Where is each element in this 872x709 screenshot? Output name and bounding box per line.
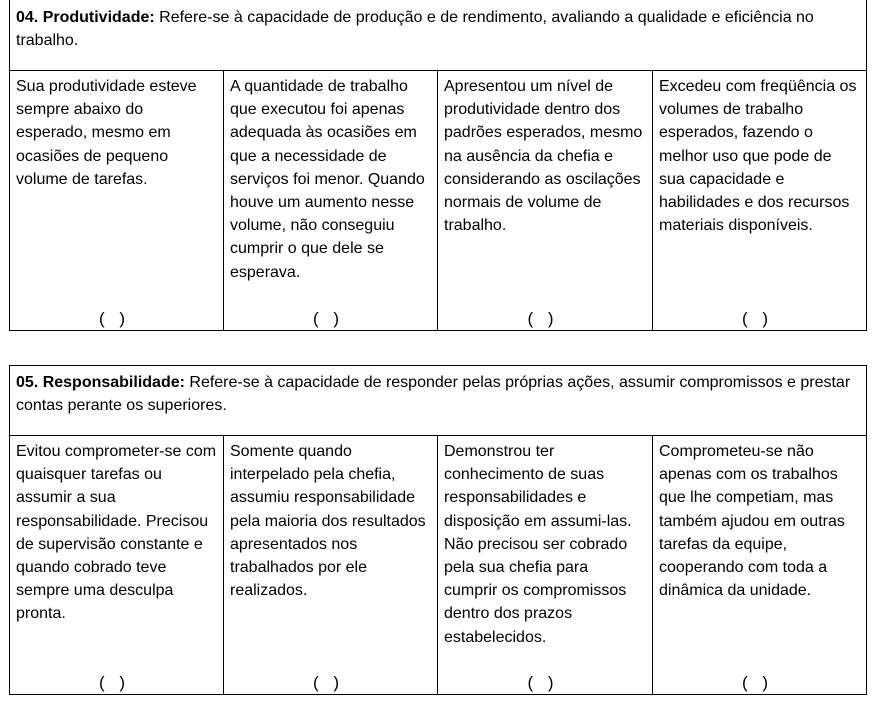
option-checkbox[interactable]: ( )	[98, 672, 127, 692]
option-text: Comprometeu-se não apenas com os trabalhos que lhe competiam, mas também ajudou em outras tarefas da equipe, cooperando com toda a dinâmica da unidade.	[659, 443, 845, 600]
section-description: Refere-se à capacidade de responder pelas próprias ações, assumir compromissos e prestar contas perante os superiores.	[16, 374, 851, 414]
options-row	[10, 71, 866, 330]
option-cell	[224, 71, 438, 330]
option-checkbox[interactable]: ( )	[98, 308, 127, 328]
option-text: Evitou comprometer-se com quaisquer tarefas ou assumir a sua responsabilidade. Precisou de supervisão constante e quando cobrado teve sempre uma desculpa pronta.	[16, 443, 217, 623]
option-cell	[653, 71, 866, 330]
option-cell	[438, 436, 653, 694]
option-cell	[653, 436, 866, 694]
option-cell	[224, 436, 438, 694]
option-text: Demonstrou ter conhecimento de suas responsabilidades e disposição em assumi-las. Não precisou ser cobrado pela sua chefia para cumprir os compromissos dentro dos prazos estabelecidos.	[444, 443, 632, 646]
option-text: Sua produtividade esteve sempre abaixo do esperado, mesmo em ocasiões de pequeno volume de tarefas.	[16, 78, 197, 188]
option-cell	[10, 71, 224, 330]
section-description: Refere-se à capacidade de produção e de rendimento, avaliando a qualidade e eficiência no trabalho.	[16, 9, 814, 49]
option-checkbox[interactable]: ( )	[741, 672, 770, 692]
option-cell	[438, 71, 653, 330]
section-header	[10, 366, 866, 436]
section-header	[10, 0, 866, 71]
option-checkbox[interactable]: ( )	[527, 308, 555, 328]
section-responsabilidade	[9, 365, 867, 695]
option-text: Excedeu com freqüência os volumes de trabalho esperados, fazendo o melhor uso que pode de sua capacidade e habilidades e dos recursos materiais disponíveis.	[659, 78, 857, 235]
option-checkbox[interactable]: ( )	[741, 308, 770, 328]
option-checkbox[interactable]: ( )	[312, 308, 341, 328]
option-text: A quantidade de trabalho que executou foi apenas adequada às ocasiões em que a necessidade de serviços foi menor. Quando houve um aumento nesse volume, não conseguiu cumprir o que dele se esperava.	[230, 78, 425, 281]
section-title: 04. Produtividade:	[16, 9, 155, 26]
option-cell	[10, 436, 224, 694]
option-checkbox[interactable]: ( )	[527, 672, 555, 692]
section-title: 05. Responsabilidade:	[16, 374, 185, 391]
options-row	[10, 436, 866, 694]
option-checkbox[interactable]: ( )	[312, 672, 341, 692]
option-text: Apresentou um nível de produtividade dentro dos padrões esperados, mesmo na ausência da chefia e considerando as oscilações normais de volume de trabalho.	[444, 78, 643, 235]
section-produtividade	[9, 0, 867, 331]
option-text: Somente quando interpelado pela chefia, assumiu responsabilidade pela maioria dos resultados apresentados nos trabalhados por ele realizados.	[230, 443, 426, 600]
